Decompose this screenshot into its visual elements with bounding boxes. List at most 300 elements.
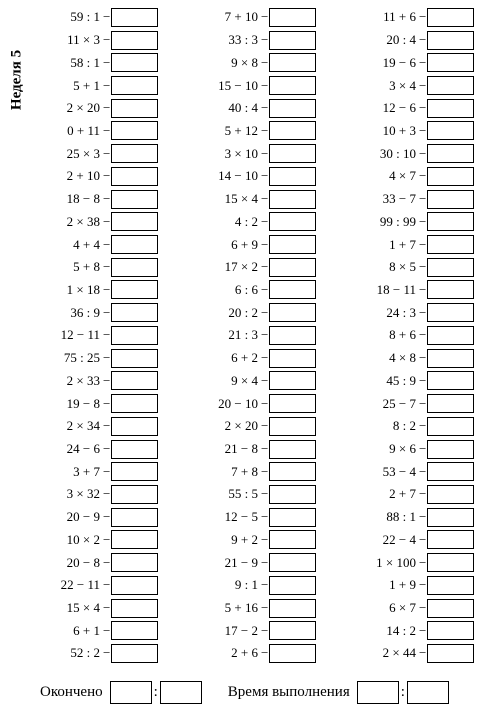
exercise-expression: 9 : 1 [234,577,258,593]
equals-dash: − [419,463,427,479]
exercise-expression: 5 + 1 [73,77,100,93]
exercise-row [38,483,158,506]
equals-dash: − [419,168,427,184]
answer-box[interactable] [111,76,158,95]
exercise-expression: 6 + 2 [231,350,258,366]
answer-box[interactable] [111,212,158,231]
equals-dash: − [261,236,269,252]
answer-box[interactable] [427,621,474,640]
exercise-row [38,51,158,74]
answer-box[interactable] [427,394,474,413]
exercise-row [38,233,158,256]
answer-box[interactable] [427,440,474,459]
exercise-expression: 22 − 11 [60,577,100,593]
answer-box[interactable] [269,462,316,481]
footer [40,679,480,705]
answer-box[interactable] [111,394,158,413]
answer-box[interactable] [111,235,158,254]
exercise-row [354,29,474,52]
exercise-expression: 15 × 4 [66,600,100,616]
exercise-row [196,392,316,415]
exercise-expression: 58 : 1 [70,54,100,70]
answer-box[interactable] [269,167,316,186]
answer-box[interactable] [111,371,158,390]
answer-box[interactable] [269,553,316,572]
exercise-row [354,97,474,120]
exercise-row [196,6,316,29]
answer-box[interactable] [111,8,158,27]
exercise-expression: 24 − 6 [66,441,100,457]
answer-box[interactable] [427,99,474,118]
equals-dash: − [419,486,427,502]
equals-dash: − [419,554,427,570]
exercise-row [354,597,474,620]
exercise-row [38,597,158,620]
equals-dash: − [261,554,269,570]
equals-dash: − [103,281,111,297]
equals-dash: − [261,191,269,207]
exercise-expression: 8 + 6 [389,327,416,343]
exercise-expression: 53 − 4 [382,463,416,479]
exercise-row [354,506,474,529]
exercise-row [38,29,158,52]
exercise-expression: 2 + 10 [66,168,100,184]
answer-box[interactable] [427,417,474,436]
exercise-row [38,279,158,302]
exercise-row [354,483,474,506]
answer-box[interactable] [427,121,474,140]
exercise-expression: 9 × 4 [231,372,258,388]
exercise-row [196,233,316,256]
exercise-expression: 6 × 7 [389,600,416,616]
answer-box[interactable] [111,417,158,436]
equals-dash: − [419,304,427,320]
exercise-expression: 4 × 7 [389,168,416,184]
exercise-expression: 2 + 6 [231,645,258,661]
answer-box[interactable] [111,121,158,140]
answer-box[interactable] [269,349,316,368]
answer-box[interactable] [427,167,474,186]
exercise-row [196,210,316,233]
exercise-row [196,619,316,642]
exercise-expression: 12 − 5 [224,509,258,525]
equals-dash: − [261,463,269,479]
answer-box[interactable] [269,326,316,345]
exercise-expression: 0 + 11 [67,122,100,138]
exercise-expression: 22 − 4 [382,531,416,547]
answer-box[interactable] [111,190,158,209]
exercise-row [38,460,158,483]
equals-dash: − [261,259,269,275]
exercise-row [354,233,474,256]
exercise-expression: 30 : 10 [379,145,416,161]
equals-dash: − [419,622,427,638]
exercise-row [354,6,474,29]
answer-box[interactable] [269,417,316,436]
exercise-expression: 1 × 18 [66,281,100,297]
finished-minutes-box[interactable] [160,681,202,704]
answer-box[interactable] [427,212,474,231]
equals-dash: − [419,372,427,388]
exercise-expression: 2 × 20 [224,418,258,434]
equals-dash: − [261,418,269,434]
answer-box[interactable] [111,485,158,504]
exercise-row [38,210,158,233]
answer-box[interactable] [427,530,474,549]
exercise-row [38,142,158,165]
answer-box[interactable] [427,349,474,368]
answer-box[interactable] [269,508,316,527]
exercise-row [38,256,158,279]
week-title [0,20,34,140]
answer-box[interactable] [111,621,158,640]
equals-dash: − [419,213,427,229]
exercise-row [196,51,316,74]
equals-dash: − [261,145,269,161]
equals-dash: − [103,577,111,593]
answer-box[interactable] [269,76,316,95]
exercise-expression: 15 × 4 [224,191,258,207]
exercise-row [196,438,316,461]
exercise-row [354,142,474,165]
equals-dash: − [419,441,427,457]
exercise-row [38,120,158,143]
exercise-expression: 11 + 6 [383,9,416,25]
answer-box[interactable] [269,530,316,549]
exercise-expression: 1 + 7 [389,236,416,252]
exercise-expression: 59 : 1 [70,9,100,25]
equals-dash: − [103,327,111,343]
equals-dash: − [103,486,111,502]
answer-box[interactable] [427,644,474,663]
exercise-row [196,506,316,529]
answer-box[interactable] [111,303,158,322]
answer-box[interactable] [427,485,474,504]
answer-box[interactable] [111,167,158,186]
finished-colon: : [153,683,158,700]
exercise-expression: 6 + 1 [73,622,100,638]
equals-dash: − [261,600,269,616]
exercise-expression: 2 + 7 [389,486,416,502]
equals-dash: − [419,577,427,593]
answer-box[interactable] [111,530,158,549]
equals-dash: − [419,32,427,48]
exercise-row [196,301,316,324]
exercise-expression: 18 − 8 [66,191,100,207]
exercise-expression: 1 + 9 [389,577,416,593]
exercise-expression: 4 × 8 [389,350,416,366]
equals-dash: − [261,327,269,343]
exercise-expression: 5 + 8 [73,259,100,275]
exercise-row [354,619,474,642]
answer-box[interactable] [111,280,158,299]
answer-box[interactable] [111,144,158,163]
exercise-row [354,438,474,461]
answer-box[interactable] [427,76,474,95]
equals-dash: − [103,168,111,184]
equals-dash: − [261,77,269,93]
exercise-row [196,597,316,620]
exercise-expression: 52 : 2 [70,645,100,661]
exercise-row [38,392,158,415]
exercise-row [354,551,474,574]
exercise-expression: 55 : 5 [228,486,258,502]
answer-box[interactable] [111,644,158,663]
exercise-row [196,97,316,120]
exercise-expression: 6 : 6 [234,281,258,297]
exercise-expression: 33 − 7 [382,191,416,207]
answer-box[interactable] [111,576,158,595]
equals-dash: − [261,54,269,70]
answer-box[interactable] [269,121,316,140]
exercise-expression: 4 + 4 [73,236,100,252]
answer-box[interactable] [427,31,474,50]
exercise-row [38,370,158,393]
answer-box[interactable] [427,576,474,595]
answer-box[interactable] [269,99,316,118]
answer-box[interactable] [269,258,316,277]
equals-dash: − [261,100,269,116]
exercise-expression: 5 + 12 [224,122,258,138]
answer-box[interactable] [111,53,158,72]
equals-dash: − [103,213,111,229]
exercise-row [354,256,474,279]
exercise-row [196,188,316,211]
equals-dash: − [103,463,111,479]
answer-box[interactable] [269,144,316,163]
answer-box[interactable] [269,576,316,595]
answer-box[interactable] [427,371,474,390]
equals-dash: − [419,9,427,25]
equals-dash: − [419,645,427,661]
exercise-row [354,529,474,552]
exercise-expression: 99 : 99 [379,213,416,229]
exercise-row [38,529,158,552]
answer-box[interactable] [111,462,158,481]
answer-box[interactable] [427,303,474,322]
equals-dash: − [103,100,111,116]
exercise-expression: 2 × 34 [66,418,100,434]
equals-dash: − [103,441,111,457]
exercise-expression: 40 : 4 [228,100,258,116]
exercise-expression: 14 − 10 [218,168,258,184]
answer-box[interactable] [269,190,316,209]
answer-box[interactable] [269,53,316,72]
equals-dash: − [419,54,427,70]
equals-dash: − [261,9,269,25]
exercise-expression: 9 × 8 [231,54,258,70]
answer-box[interactable] [427,508,474,527]
answer-box[interactable] [269,394,316,413]
exercise-expression: 19 − 6 [382,54,416,70]
exercise-expression: 3 × 10 [224,145,258,161]
exercise-row [196,460,316,483]
exercise-expression: 3 + 7 [73,463,100,479]
exercise-expression: 20 : 4 [386,32,416,48]
equals-dash: − [103,54,111,70]
answer-box[interactable] [427,258,474,277]
answer-box[interactable] [111,258,158,277]
answer-box[interactable] [427,326,474,345]
equals-dash: − [103,600,111,616]
exercise-expression: 75 : 25 [63,350,100,366]
exercise-row [38,642,158,665]
answer-box[interactable] [427,553,474,572]
exercise-row [38,165,158,188]
answer-box[interactable] [269,8,316,27]
equals-dash: − [261,213,269,229]
time-seconds-box[interactable] [407,681,449,704]
week-title-text: Неделя 5 [8,49,25,111]
answer-box[interactable] [269,440,316,459]
exercise-expression: 3 × 4 [389,77,416,93]
equals-dash: − [103,509,111,525]
equals-dash: − [419,145,427,161]
answer-box[interactable] [111,31,158,50]
equals-dash: − [103,259,111,275]
equals-dash: − [103,236,111,252]
exercise-expression: 3 × 32 [66,486,100,502]
exercise-expression: 24 : 3 [386,304,416,320]
exercise-expression: 9 + 2 [231,531,258,547]
exercise-expression: 33 : 3 [228,32,258,48]
answer-box[interactable] [269,212,316,231]
exercise-row [196,29,316,52]
exercise-expression: 20 − 9 [66,509,100,525]
equals-dash: − [261,304,269,320]
answer-box[interactable] [269,485,316,504]
exercise-row [354,574,474,597]
answer-box[interactable] [269,371,316,390]
answer-box[interactable] [111,599,158,618]
exercise-expression: 5 + 16 [224,600,258,616]
answer-box[interactable] [269,31,316,50]
exercise-row [196,120,316,143]
answer-box[interactable] [427,462,474,481]
answer-box[interactable] [111,440,158,459]
exercise-expression: 20 − 10 [218,395,258,411]
equals-dash: − [419,191,427,207]
exercise-expression: 21 : 3 [228,327,258,343]
exercise-row [38,506,158,529]
time-label: Время выполнения [227,683,350,700]
equals-dash: − [103,122,111,138]
exercise-expression: 21 − 9 [224,554,258,570]
answer-box[interactable] [111,553,158,572]
exercise-row [196,483,316,506]
equals-dash: − [261,441,269,457]
equals-dash: − [419,100,427,116]
equals-dash: − [103,554,111,570]
exercise-expression: 6 + 9 [231,236,258,252]
equals-dash: − [103,372,111,388]
exercise-row [354,324,474,347]
exercise-expression: 17 − 2 [224,622,258,638]
equals-dash: − [419,77,427,93]
answer-box[interactable] [269,599,316,618]
equals-dash: − [261,577,269,593]
equals-dash: − [261,32,269,48]
exercise-expression: 10 × 2 [66,531,100,547]
exercise-row [354,210,474,233]
exercise-row [354,165,474,188]
equals-dash: − [261,122,269,138]
equals-dash: − [261,622,269,638]
exercise-column-1 [38,6,158,665]
answer-box[interactable] [427,190,474,209]
exercise-row [38,97,158,120]
equals-dash: − [419,259,427,275]
equals-dash: − [103,395,111,411]
equals-dash: − [419,327,427,343]
exercise-expression: 88 : 1 [386,509,416,525]
exercise-row [354,642,474,665]
answer-box[interactable] [111,326,158,345]
exercise-row [196,256,316,279]
answer-box[interactable] [269,280,316,299]
answer-box[interactable] [427,599,474,618]
exercise-expression: 17 × 2 [224,259,258,275]
exercise-row [354,415,474,438]
exercise-row [354,74,474,97]
exercise-column-2 [196,6,316,665]
answer-box[interactable] [269,644,316,663]
equals-dash: − [261,168,269,184]
exercise-row [354,347,474,370]
equals-dash: − [261,645,269,661]
equals-dash: − [103,304,111,320]
exercise-expression: 15 − 10 [218,77,258,93]
answer-box[interactable] [427,280,474,299]
finished-hours-box[interactable] [110,681,152,704]
exercise-row [38,6,158,29]
answer-box[interactable] [111,349,158,368]
exercise-expression: 2 × 20 [66,100,100,116]
exercise-row [196,347,316,370]
answer-box[interactable] [427,235,474,254]
equals-dash: − [419,350,427,366]
equals-dash: − [419,281,427,297]
exercise-row [38,347,158,370]
exercise-expression: 8 : 2 [392,418,416,434]
answer-box[interactable] [427,8,474,27]
exercise-row [38,188,158,211]
time-minutes-box[interactable] [357,681,399,704]
exercise-expression: 7 + 10 [224,9,258,25]
equals-dash: − [103,645,111,661]
answer-box[interactable] [269,235,316,254]
exercise-row [354,51,474,74]
answer-box[interactable] [427,53,474,72]
exercise-row [38,74,158,97]
answer-box[interactable] [111,508,158,527]
exercise-row [196,279,316,302]
exercise-expression: 45 : 9 [386,372,416,388]
exercise-row [196,324,316,347]
equals-dash: − [103,350,111,366]
answer-box[interactable] [111,99,158,118]
exercise-row [196,529,316,552]
answer-box[interactable] [269,621,316,640]
exercise-expression: 8 × 5 [389,259,416,275]
equals-dash: − [419,122,427,138]
exercise-row [196,370,316,393]
exercise-row [196,574,316,597]
equals-dash: − [419,509,427,525]
exercise-expression: 14 : 2 [386,622,416,638]
answer-box[interactable] [427,144,474,163]
answer-box[interactable] [269,303,316,322]
